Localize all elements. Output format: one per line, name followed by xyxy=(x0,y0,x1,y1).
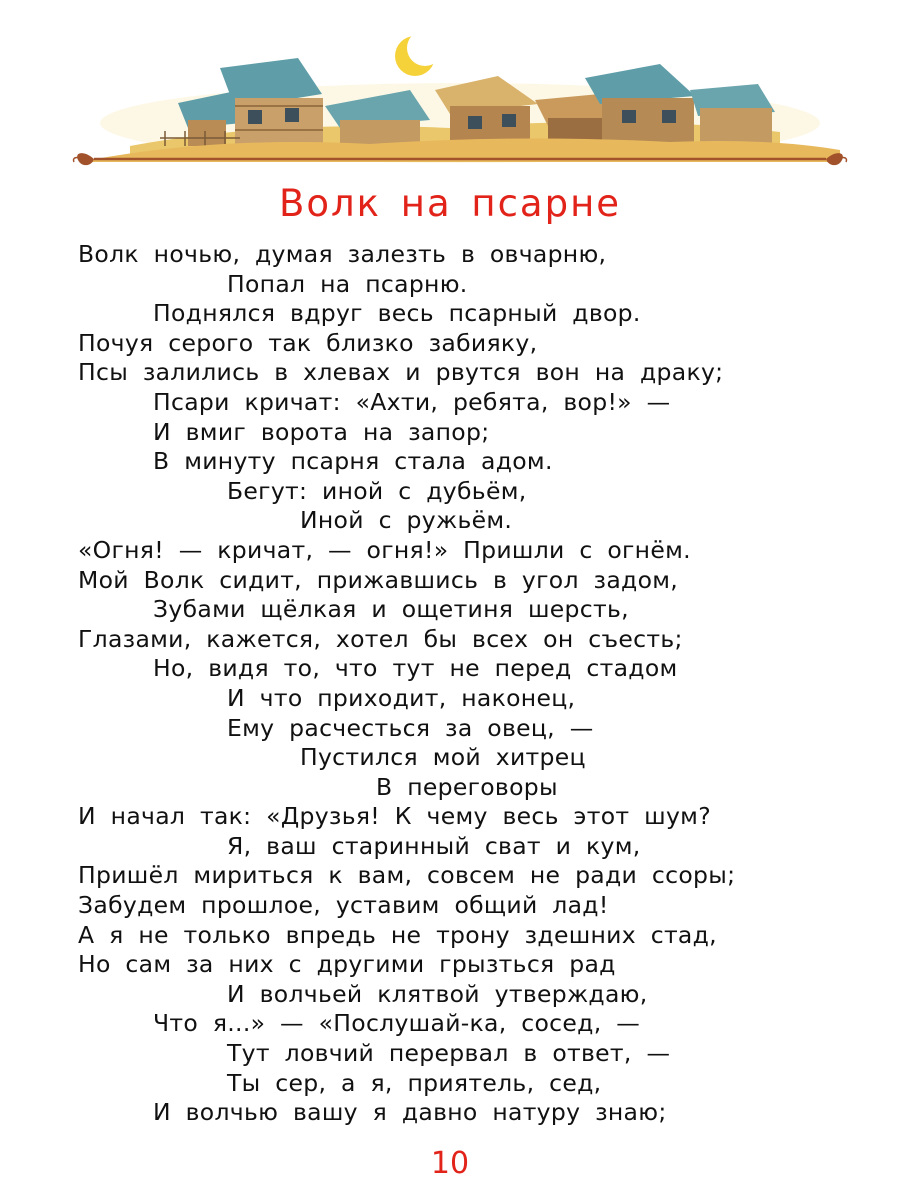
village-illustration xyxy=(70,28,850,178)
poem-line: И начал так: «Друзья! К чему весь этот шум? xyxy=(78,802,711,831)
poem-line: И волчьей клятвой утверждаю, xyxy=(227,979,648,1008)
poem-line: Мой Волк сидит, прижавшись в угол задом, xyxy=(78,565,679,594)
poem-line: И волчью вашу я давно натуру знаю; xyxy=(153,1098,667,1127)
poem-line: Но сам за них с другими грызться рад xyxy=(78,950,616,979)
poem-line: Почуя серого так близко забияку, xyxy=(78,328,538,357)
house-icon xyxy=(178,58,323,146)
poem-line: И вмиг ворота на запор; xyxy=(153,417,490,446)
poem-line: Псы залились в хлевах и рвутся вон на драку; xyxy=(78,358,724,387)
poem-line: «Огня! — кричат, — огня!» Пришли с огнём. xyxy=(78,535,691,564)
poem-line: Но, видя то, что тут не перед стадом xyxy=(153,654,678,683)
poem-line: В переговоры xyxy=(376,772,558,801)
poem-line: Пришёл мириться к вам, совсем не ради ссоры; xyxy=(78,861,736,890)
poem-line: Ему расчесться за овец, — xyxy=(227,713,594,742)
page-number: 10 xyxy=(430,1146,470,1181)
poem-line: В минуту псарня стала адом. xyxy=(153,447,553,476)
poem-line: Что я...» — «Послушай-ка, сосед, — xyxy=(153,1009,641,1038)
poem-line: Попал на псарню. xyxy=(227,269,468,298)
poem-text xyxy=(0,240,900,1128)
poem-title: Волк на псарне xyxy=(278,182,622,225)
house-icon xyxy=(585,64,775,144)
crescent-moon-icon xyxy=(395,30,443,76)
poem-line: Ты сер, а я, приятель, сед, xyxy=(227,1068,602,1097)
poem-line: Тут ловчий перервал в ответ, — xyxy=(227,1039,671,1068)
poem-line: Поднялся вдруг весь псарный двор. xyxy=(153,299,641,328)
poem-line: И что приходит, наконец, xyxy=(227,683,576,712)
poem-line: Бегут: иной с дубьём, xyxy=(227,476,527,505)
poem-line: Забудем прошлое, уставим общий лад! xyxy=(78,891,609,920)
poem-line: Глазами, кажется, хотел бы всех он съесть; xyxy=(78,624,683,653)
poem-line: А я не только впредь не трону здешних стад, xyxy=(78,920,717,949)
poem-line: Иной с ружьём. xyxy=(300,506,513,535)
poem-line: Зубами щёлкая и ощетиня шерсть, xyxy=(153,595,629,624)
poem-line: Волк ночью, думая залезть в овчарню, xyxy=(78,240,607,268)
poem-line: Псари кричат: «Ахти, ребята, вор!» — xyxy=(153,387,671,416)
poem-line: Пустился мой хитрец xyxy=(300,743,586,772)
poem-line: Я, ваш старинный сват и кум, xyxy=(227,831,641,860)
